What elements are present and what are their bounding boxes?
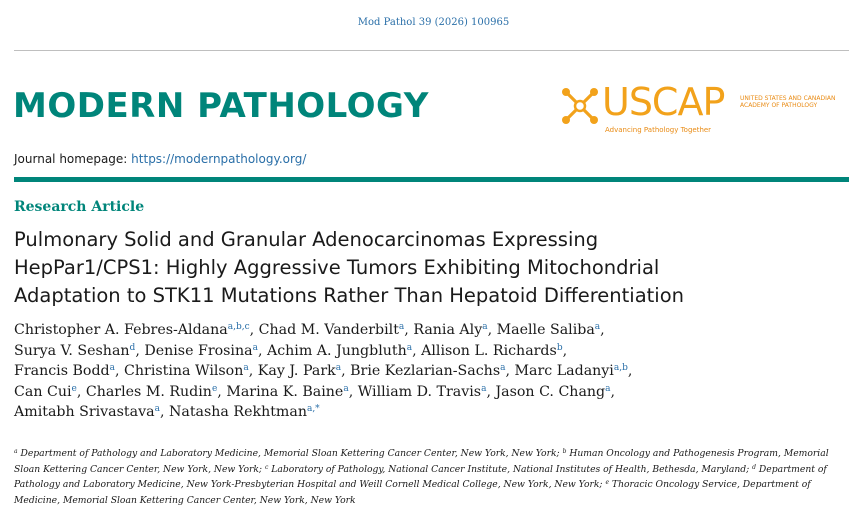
affiliation-text: Department of <box>756 463 827 475</box>
author-affiliation-marker[interactable]: b <box>556 342 563 353</box>
author-list <box>14 320 854 423</box>
uscap-wordmark: USCAP <box>602 80 725 124</box>
affiliation-marker: d <box>752 463 757 471</box>
author-affiliation-marker[interactable]: a <box>482 322 488 332</box>
author-affiliation-marker[interactable]: a <box>335 363 342 373</box>
author-name[interactable]: Achim A. Jungbluth <box>266 342 407 359</box>
uscap-tagline: Advancing Pathology Together <box>605 126 712 134</box>
uscap-emblem-icon <box>560 86 600 126</box>
author-affiliation-marker[interactable]: a <box>243 363 249 373</box>
affiliation-marker: b <box>562 448 567 455</box>
homepage-link[interactable]: https://modernpathology.org/ <box>131 152 307 166</box>
author-affiliation-marker[interactable]: a <box>406 342 413 353</box>
affiliation-line <box>14 462 852 478</box>
title-line: HepPar1/CPS1: Highly Aggressive Tumors Exhibiting Mitochondrial <box>14 256 660 279</box>
author-name[interactable]: Maelle Saliba <box>496 322 595 338</box>
affiliation-line <box>14 493 852 509</box>
author-name[interactable]: Brie Kezlarian-Sachs <box>350 363 501 379</box>
article-title <box>14 226 854 310</box>
journal-citation: Mod Pathol 39 (2026) 100965 <box>357 17 510 28</box>
homepage-label: Journal homepage: <box>14 152 132 166</box>
author-affiliation-marker[interactable]: d <box>129 342 136 353</box>
author-name[interactable]: Charles M. Rudin <box>85 383 212 400</box>
affiliation-text: Pathology and Laboratory Medicine, New York-Presbyterian Hospital and Weill Cornell Medical College, New York, New York; <box>14 479 606 490</box>
journal-homepage <box>14 152 306 166</box>
affiliation-text: Human Oncology and Pathogenesis Program, Memorial <box>566 448 829 459</box>
author-name[interactable]: Natasha Rekhtman <box>168 404 307 420</box>
author-affiliation-marker[interactable]: a,* <box>306 404 320 414</box>
author-name[interactable]: Francis Bodd <box>14 363 110 379</box>
author-affiliation-marker[interactable]: a,b <box>613 363 628 373</box>
author-affiliation-marker[interactable]: a <box>154 404 160 414</box>
author-name[interactable]: Amitabh Srivastava <box>14 404 155 420</box>
title-line: Pulmonary Solid and Granular Adenocarcinomas Expressing <box>14 228 599 251</box>
author-name[interactable]: Marina K. Baine <box>226 383 344 400</box>
author-name[interactable]: Christopher A. Febres-Aldana <box>14 322 228 338</box>
author-name[interactable]: Marc Ladanyi <box>514 363 614 379</box>
author-line: Surya V. Seshan$^d$, Denise Frosina$^a$, Achim A. Jungbluth$^a$, Allison L. Richards$^b$, <box>14 342 568 359</box>
affiliation-marker: c <box>264 463 269 471</box>
affiliation-text: Medicine, Memorial Sloan Kettering Cancer Center, New York, New York <box>14 494 356 506</box>
author-name[interactable]: Chad M. Vanderbilt <box>258 322 399 338</box>
author-name[interactable]: Surya V. Seshan <box>14 342 130 359</box>
author-affiliation-marker[interactable]: e <box>211 383 218 394</box>
title-line: Adaptation to STK11 Mutations Rather Than Hepatoid Differentiation <box>14 284 684 307</box>
author-name[interactable]: Christina Wilson <box>124 363 244 379</box>
author-name[interactable]: Kay J. Park <box>257 363 336 379</box>
author-name[interactable]: Rania Aly <box>413 322 483 338</box>
affiliation-marker: a <box>14 448 18 455</box>
author-line: Christopher A. Febres-Aldana$^{a,b,c}$, Chad M. Vanderbilt$^a$, Rania Aly$^a$, Maelle Saliba$^a$, <box>14 322 605 338</box>
author-affiliation-marker[interactable]: e <box>71 383 77 394</box>
author-line: Amitabh Srivastava$^a$, Natasha Rekhtman$^{a,*}$ <box>14 404 320 420</box>
uscap-subtitle: UNITED STATES AND CANADIAN ACADEMY OF PATHOLOGY <box>740 95 836 109</box>
affiliation-list <box>14 446 852 508</box>
affiliation-marker: e <box>605 479 610 486</box>
affiliation-text: Department of Pathology and Laboratory Medicine, Memorial Sloan Kettering Cancer Center, New York, New York; <box>17 448 563 459</box>
author-name[interactable]: Jason C. Chang <box>495 383 606 400</box>
author-affiliation-marker[interactable]: a,b,c <box>227 322 250 332</box>
author-affiliation-marker[interactable]: a <box>109 363 116 373</box>
author-affiliation-marker[interactable]: a <box>252 342 258 353</box>
affiliation-text: Thoracic Oncology Service, Department of <box>609 479 811 490</box>
article-type: Research Article <box>14 199 145 215</box>
author-affiliation-marker[interactable]: a <box>500 363 506 373</box>
header-divider <box>14 177 849 182</box>
author-name[interactable]: Can Cui <box>14 383 72 400</box>
top-divider <box>14 50 849 51</box>
journal-title: MODERN PATHOLOGY <box>13 86 429 126</box>
author-name[interactable]: William D. Travis <box>357 383 482 400</box>
affiliation-line <box>14 446 852 462</box>
affiliation-line <box>14 477 852 493</box>
author-name[interactable]: Denise Frosina <box>144 342 253 359</box>
uscap-logo <box>560 80 850 140</box>
author-line: Can Cui$^e$, Charles M. Rudin$^e$, Marina K. Baine$^a$, William D. Travis$^a$, Jason C. Chang$^a$, <box>14 383 616 400</box>
affiliation-text: Sloan Kettering Cancer Center, New York, New York; <box>14 463 265 475</box>
author-affiliation-marker[interactable]: a <box>481 383 487 394</box>
affiliation-text: Laboratory of Pathology, National Cancer Institute, National Institutes of Health, Bethesda, Maryland; <box>268 463 753 475</box>
author-line: Francis Bodd$^a$, Christina Wilson$^a$, Kay J. Park$^a$, Brie Kezlarian-Sachs$^a$, Marc Ladanyi$^{a,b}$, <box>14 363 633 379</box>
author-affiliation-marker[interactable]: a <box>398 322 405 332</box>
author-name[interactable]: Allison L. Richards <box>421 342 557 359</box>
author-affiliation-marker[interactable]: a <box>594 322 601 332</box>
author-affiliation-marker[interactable]: a <box>605 383 611 394</box>
author-affiliation-marker[interactable]: a <box>343 383 349 394</box>
